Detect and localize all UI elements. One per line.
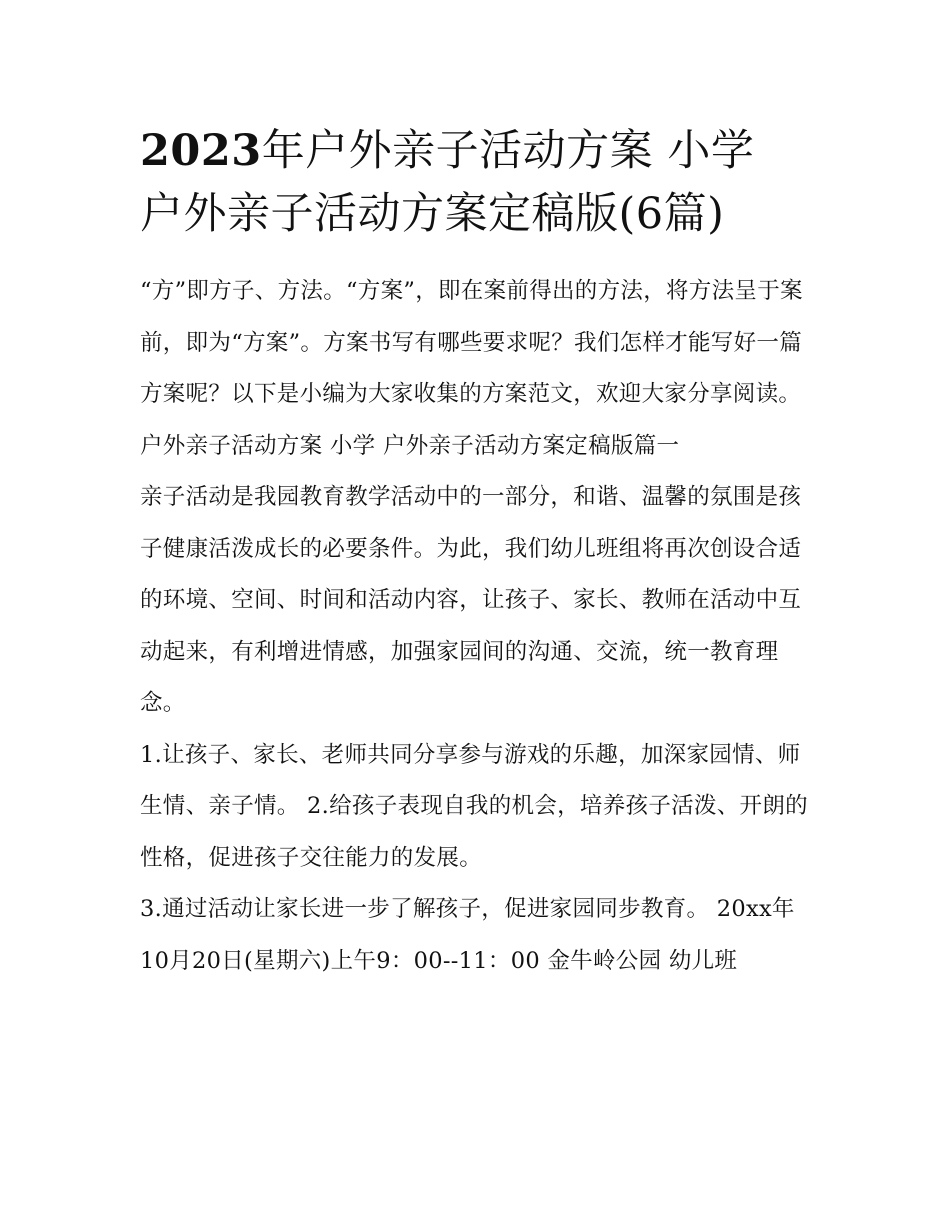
- body-paragraph: 亲子活动是我园教育教学活动中的一部分，和谐、温馨的氛围是孩子健康活泼成长的必要条件。为此，我们幼儿班组将再次创设合适的环境、空间、时间和活动内容，让孩子、家长、教师在活动中互动起来，有利增进情感，加强家园间的沟通、交流，统一教育理念。: [140, 484, 802, 716]
- goals-paragraph: 1.让孩子、家长、老师共同分享参与游戏的乐趣，加深家园情、师生情、亲子情。 2.给孩子表现自我的机会，培养孩子活泼、开朗的性格，促进孩子交往能力的发展。: [140, 741, 808, 871]
- document-page: [140, 120, 812, 987]
- schedule-paragraph: 3.通过活动让家长进一步了解孩子，促进家园同步教育。 20xx年10月20日(星期六)上午9：00--11：00 金牛岭公园 幼儿班: [140, 896, 795, 974]
- title-text: 年户外亲子活动方案 小学 户外亲子活动方案定稿版(6篇): [140, 126, 755, 239]
- document-title: [140, 120, 812, 246]
- section-heading: 户外亲子活动方案 小学 户外亲子活动方案定稿版篇一: [140, 432, 680, 459]
- intro-paragraph: “方”即方子、方法。“方案”，即在案前得出的方法，将方法呈于案前，即为“方案”。方案书写有哪些要求呢？我们怎样才能写好一篇方案呢？以下是小编为大家收集的方案范文，欢迎大家分享阅读。: [140, 278, 803, 407]
- title-year: 2023: [140, 126, 262, 176]
